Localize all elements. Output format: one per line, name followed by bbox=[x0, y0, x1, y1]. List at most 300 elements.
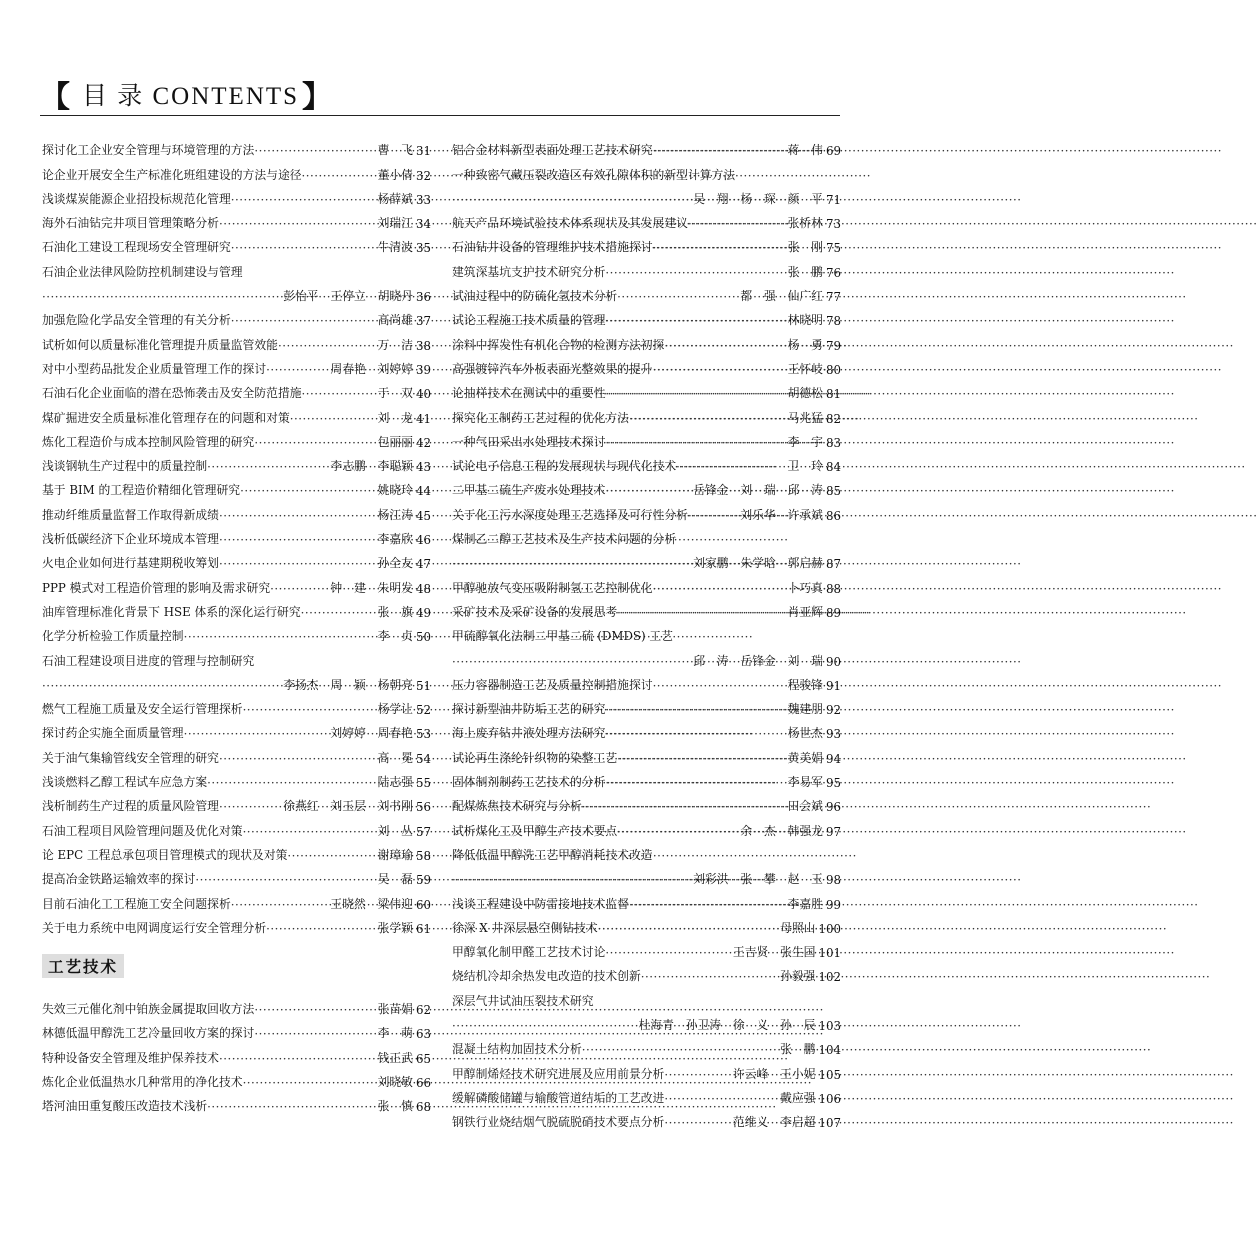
entry-title: 浅谈工程建设中防雷接地技术监督 bbox=[452, 896, 629, 911]
entry-page: 85 bbox=[825, 484, 841, 499]
leader-dots bbox=[243, 703, 376, 717]
entry-title: 深层气井试油压裂技术研究 bbox=[452, 993, 594, 1008]
leader-dots bbox=[240, 484, 376, 498]
entry-author: 张 鹏 bbox=[780, 1042, 816, 1057]
entry-title: 煤矿掘进安全质量标准化管理存在的问题和对策 bbox=[42, 410, 290, 425]
leader-dots bbox=[617, 825, 738, 839]
entry-author: 刘乐华 许承斌 bbox=[740, 507, 823, 522]
toc-entry bbox=[452, 1033, 841, 1057]
toc-list-management bbox=[42, 134, 431, 936]
toc-entry bbox=[42, 717, 431, 741]
entry-page: 65 bbox=[415, 1051, 431, 1066]
entry-page: 82 bbox=[825, 411, 841, 426]
leader-dots bbox=[278, 339, 376, 353]
entry-page: 79 bbox=[825, 338, 841, 353]
entry-page: 37 bbox=[415, 314, 431, 329]
leader-dots bbox=[452, 873, 691, 887]
leader-dots bbox=[605, 314, 785, 328]
toc-entry bbox=[42, 280, 431, 304]
section-title-process-technology: 工艺技术 bbox=[42, 954, 124, 978]
entry-title: 浅谈燃料乙醇工程试车应急方案 bbox=[42, 775, 208, 790]
toc-entry bbox=[42, 571, 431, 595]
entry-author: 吴 磊 bbox=[377, 872, 413, 887]
entry-page: 69 bbox=[825, 144, 841, 159]
leader-dots bbox=[219, 557, 376, 571]
entry-page: 104 bbox=[818, 1043, 841, 1058]
entry-page: 76 bbox=[825, 265, 841, 280]
entry-author: 徐燕红 刘玉层 刘书刚 bbox=[283, 799, 413, 814]
toc-entry bbox=[42, 620, 431, 644]
entry-page: 93 bbox=[825, 727, 841, 742]
entry-page: 45 bbox=[415, 508, 431, 523]
leader-dots bbox=[653, 241, 786, 255]
entry-title: PPP 模式对工程造价管理的影响及需求研究 bbox=[42, 580, 271, 595]
entry-page: 89 bbox=[825, 605, 841, 620]
leader-dots bbox=[664, 1092, 778, 1106]
leader-dots bbox=[605, 776, 785, 790]
entry-title: 浅谈煤炭能源企业招投标规范化管理 bbox=[42, 191, 231, 206]
leader-dots bbox=[617, 290, 738, 304]
leader-dots bbox=[270, 582, 328, 596]
leader-dots bbox=[42, 290, 281, 304]
leader-dots bbox=[219, 533, 376, 547]
entry-title: 加强危险化学品安全管理的有关分析 bbox=[42, 313, 231, 328]
entry-title: 航天产品环境试验技术体系现状及其发展建议 bbox=[452, 216, 688, 231]
toc-entry bbox=[42, 790, 431, 814]
entry-title: 钢铁行业烧结烟气脱硫脱硝技术要点分析 bbox=[452, 1115, 665, 1130]
toc-entry bbox=[452, 377, 841, 401]
entry-author: 高尚雄 bbox=[377, 313, 413, 328]
leader-dots bbox=[605, 436, 785, 450]
leader-dots bbox=[664, 1068, 731, 1082]
entry-author: 刘 丛 bbox=[377, 823, 413, 838]
entry-title: 目前石油化工工程施工安全问题探析 bbox=[42, 896, 231, 911]
toc-entry bbox=[42, 450, 431, 474]
entry-title: 石油企业法律风险防控机制建设与管理 bbox=[42, 264, 243, 279]
entry-title: 试论电子信息工程的发展现状与现代化技术 bbox=[452, 459, 677, 474]
toc-entry bbox=[42, 377, 431, 401]
entry-author: 张桥林 bbox=[787, 216, 823, 231]
entry-author: 万 洁 bbox=[377, 337, 413, 352]
entry-title: 特种设备安全管理及维护保养技术 bbox=[42, 1050, 219, 1065]
entry-title: 固体制剂制药工艺技术的分析 bbox=[452, 775, 606, 790]
entry-title: 缓解磷酸储罐与输酸管道结垢的工艺改进 bbox=[452, 1090, 665, 1105]
entry-author: 都 强 仙广红 bbox=[740, 289, 823, 304]
toc-entry bbox=[452, 255, 841, 279]
entry-page: 57 bbox=[415, 824, 431, 839]
entry-title: 建筑深基坑支护技术研究分析 bbox=[452, 264, 606, 279]
entry-author: 林晓明 bbox=[787, 313, 823, 328]
entry-author: 田会斌 bbox=[787, 799, 823, 814]
entry-title: 降低低温甲醇洗工艺甲醇消耗技术改造 bbox=[452, 847, 653, 862]
entry-author: 杨江涛 bbox=[377, 507, 413, 522]
entry-title: 炼化企业低温热水几种常用的净化技术 bbox=[42, 1074, 243, 1089]
leader-dots bbox=[452, 193, 691, 207]
entry-page: 106 bbox=[818, 1091, 841, 1106]
entry-author: 刘家鹏 朱学晗 郭启赫 bbox=[693, 556, 823, 571]
entry-page: 78 bbox=[825, 314, 841, 329]
entry-author: 刘 龙 bbox=[377, 410, 413, 425]
leader-dots bbox=[653, 582, 786, 596]
entry-page: 71 bbox=[825, 192, 841, 207]
toc-entry bbox=[452, 912, 841, 936]
toc-entry bbox=[452, 474, 841, 498]
entry-author: 孙毅强 bbox=[780, 969, 816, 984]
entry-author: 张 慎 bbox=[377, 1099, 413, 1114]
leader-dots bbox=[231, 898, 329, 912]
toc-entry bbox=[452, 207, 841, 231]
toc-entry bbox=[42, 304, 431, 328]
entry-author: 杨薛斌 bbox=[377, 191, 413, 206]
leader-dots bbox=[231, 314, 376, 328]
toc-entry bbox=[42, 426, 431, 450]
toc-entry bbox=[452, 790, 841, 814]
toc-entry bbox=[42, 207, 431, 231]
entry-page: 54 bbox=[415, 751, 431, 766]
toc-entry bbox=[452, 693, 841, 717]
entry-page: 102 bbox=[818, 970, 841, 985]
toc-entry bbox=[452, 984, 841, 1008]
toc-entry bbox=[452, 717, 841, 741]
entry-page: 56 bbox=[415, 800, 431, 815]
toc-entry bbox=[42, 1090, 431, 1114]
header-rule bbox=[40, 115, 840, 116]
entry-author: 张苗娟 bbox=[377, 1002, 413, 1017]
entry-author: 张学颖 bbox=[377, 920, 413, 935]
entry-page: 86 bbox=[825, 508, 841, 523]
toc-entry bbox=[42, 134, 431, 158]
toc-entry bbox=[452, 571, 841, 595]
toc-entry bbox=[452, 839, 841, 863]
entry-title: 探讨新型油井防垢工艺的研究 bbox=[452, 702, 606, 717]
toc-entry bbox=[42, 1066, 431, 1090]
leader-dots bbox=[452, 1019, 637, 1033]
entry-page: 44 bbox=[415, 484, 431, 499]
entry-title: 林德低温甲醇洗工艺冷量回收方案的探讨 bbox=[42, 1026, 255, 1041]
toc-entry bbox=[452, 741, 841, 765]
entry-page: 98 bbox=[825, 873, 841, 888]
entry-author: 马兆猛 bbox=[787, 410, 823, 425]
toc-entry bbox=[452, 547, 841, 571]
leader-dots bbox=[254, 144, 375, 158]
entry-title: 一种气田采出水处理技术探讨 bbox=[452, 434, 606, 449]
entry-page: 68 bbox=[415, 1100, 431, 1115]
entry-author: 李志鹏 李聪颖 bbox=[330, 459, 413, 474]
leader-dots bbox=[688, 217, 786, 231]
toc-entry bbox=[452, 620, 841, 644]
toc-entry bbox=[452, 498, 841, 522]
leader-dots bbox=[617, 752, 785, 766]
leader-dots bbox=[605, 484, 691, 498]
leader-dots bbox=[664, 1116, 731, 1130]
entry-author: 张 鹏 bbox=[787, 264, 823, 279]
entry-title: 石油钻井设备的管理维护技术措施探讨 bbox=[452, 240, 653, 255]
entry-page: 81 bbox=[825, 387, 841, 402]
entry-author: 戴应强 bbox=[780, 1090, 816, 1105]
entry-author: 谢璋瑜 bbox=[377, 847, 413, 862]
leader-dots bbox=[266, 363, 328, 377]
toc-entry bbox=[42, 814, 431, 838]
entry-author: 李 萌 bbox=[377, 1026, 413, 1041]
entry-author: 杨世杰 bbox=[787, 726, 823, 741]
entry-page: 40 bbox=[415, 387, 431, 402]
leader-dots bbox=[653, 679, 786, 693]
left-bracket: 【 bbox=[40, 80, 70, 115]
toc-entry bbox=[42, 993, 431, 1017]
entry-page: 48 bbox=[415, 581, 431, 596]
entry-page: 38 bbox=[415, 338, 431, 353]
toc-entry bbox=[452, 134, 841, 158]
entry-author: 王吉贤 张生国 bbox=[732, 945, 816, 960]
toc-entry bbox=[452, 1082, 841, 1106]
toc-entry bbox=[452, 936, 841, 960]
leader-dots bbox=[184, 727, 329, 741]
contents-header bbox=[40, 70, 840, 120]
entry-title: 试论再生涤纶针织物的染整工艺 bbox=[452, 750, 618, 765]
leader-dots bbox=[254, 436, 375, 450]
entry-page: 62 bbox=[415, 1003, 431, 1018]
entry-title: 论抽样技术在测试中的重要性 bbox=[452, 386, 606, 401]
toc-entry bbox=[42, 1017, 431, 1041]
entry-title: 塔河油田重复酸压改造技术浅析 bbox=[42, 1099, 208, 1114]
entry-page: 87 bbox=[825, 557, 841, 572]
leader-dots bbox=[290, 412, 376, 426]
entry-author: 胡德松 bbox=[787, 386, 823, 401]
toc-entry bbox=[42, 839, 431, 863]
entry-author: 董小倩 bbox=[377, 167, 413, 182]
entry-author: 李扬杰 周 颖 杨朝亮 bbox=[283, 677, 413, 692]
entry-page: 101 bbox=[818, 946, 841, 961]
entry-page: 31 bbox=[415, 144, 431, 159]
toc-entry bbox=[42, 328, 431, 352]
entry-page: 58 bbox=[415, 848, 431, 863]
entry-title: 甲醇氧化制甲醛工艺技术讨论 bbox=[452, 945, 606, 960]
entry-title: 火电企业如何进行基建期税收筹划 bbox=[42, 556, 219, 571]
entry-title: 海外石油钻完井项目管理策略分析 bbox=[42, 216, 219, 231]
leader-dots bbox=[598, 922, 778, 936]
leader-dots bbox=[219, 800, 281, 814]
entry-page: 51 bbox=[415, 678, 431, 693]
toc-list-process bbox=[42, 993, 431, 1114]
entry-author: 邱 涛 岳锋金 刘 瑞 bbox=[693, 653, 823, 668]
entry-title: 甲硫醇氧化法制二甲基二硫 (DMDS) 工艺 bbox=[452, 629, 673, 644]
entry-page: 39 bbox=[415, 362, 431, 377]
entry-title: 论企业开展安全生产标准化班组建设的方法与途径 bbox=[42, 167, 302, 182]
toc-entry bbox=[42, 183, 431, 207]
entry-title: 燃气工程施工质量及安全运行管理探析 bbox=[42, 702, 243, 717]
entry-author: 钟 建 朱明发 bbox=[330, 580, 413, 595]
entry-author: 牛清波 bbox=[377, 240, 413, 255]
entry-page: 49 bbox=[415, 605, 431, 620]
entry-page: 75 bbox=[825, 241, 841, 256]
entry-author: 许云峰 王小妮 bbox=[732, 1066, 816, 1081]
entry-title: 浅析制药生产过程的质量风险管理 bbox=[42, 799, 219, 814]
entry-page: 95 bbox=[825, 776, 841, 791]
entry-title: 关于电力系统中电网调度运行安全管理分析 bbox=[42, 920, 267, 935]
entry-page: 88 bbox=[825, 581, 841, 596]
entry-page: 97 bbox=[825, 824, 841, 839]
entry-page: 36 bbox=[415, 290, 431, 305]
entry-author: 孙全友 bbox=[377, 556, 413, 571]
section-heading bbox=[42, 954, 431, 976]
leader-dots bbox=[452, 655, 691, 669]
entry-author: 吴 翔 杨 琛 颜 平 bbox=[693, 191, 823, 206]
entry-author: 程骏锋 bbox=[787, 677, 823, 692]
entry-author: 母照山 bbox=[780, 920, 816, 935]
entry-author: 刘彩洪 张 攀 赵 玉 bbox=[693, 872, 823, 887]
toc-entry bbox=[452, 450, 841, 474]
entry-title: 关于油气集输管线安全管理的研究 bbox=[42, 750, 219, 765]
leader-dots bbox=[582, 800, 786, 814]
toc-entry bbox=[42, 353, 431, 377]
toc-entry bbox=[452, 304, 841, 328]
toc-entry bbox=[452, 863, 841, 887]
entry-page: 73 bbox=[825, 217, 841, 232]
entry-author: 刘婷婷 周春艳 bbox=[330, 726, 413, 741]
toc-entry bbox=[42, 644, 431, 668]
leader-dots bbox=[184, 630, 376, 644]
entry-page: 55 bbox=[415, 776, 431, 791]
leader-dots bbox=[605, 703, 785, 717]
entry-title: 浅析低碳经济下企业环境成本管理 bbox=[42, 532, 219, 547]
toc-entry bbox=[42, 158, 431, 182]
entry-title: 海上废弃钻井液处理方法研究 bbox=[452, 726, 606, 741]
entry-author: 刘晓敏 bbox=[377, 1074, 413, 1089]
entry-title: 基于 BIM 的工程造价精细化管理研究 bbox=[42, 483, 241, 498]
leader-dots bbox=[207, 776, 375, 790]
leader-dots bbox=[207, 1100, 375, 1114]
entry-author: 李 贞 bbox=[377, 629, 413, 644]
leader-dots bbox=[605, 266, 785, 280]
entry-title: 石油工程项目风险管理问题及优化对策 bbox=[42, 823, 243, 838]
entry-author: 周春艳 刘婷婷 bbox=[330, 361, 413, 376]
toc-entry bbox=[42, 523, 431, 547]
toc-entry bbox=[452, 158, 841, 182]
toc-entry bbox=[42, 912, 431, 936]
entry-page: 66 bbox=[415, 1075, 431, 1090]
entry-title: 推动纤维质量监督工作取得新成绩 bbox=[42, 507, 219, 522]
leader-dots bbox=[243, 1076, 376, 1090]
entry-author: 卫 玲 bbox=[787, 459, 823, 474]
entry-page: 32 bbox=[415, 168, 431, 183]
toc-entry bbox=[42, 596, 431, 620]
toc-entry bbox=[42, 887, 431, 911]
toc-entry bbox=[452, 353, 841, 377]
entry-title: 二甲基二硫生产废水处理技术 bbox=[452, 483, 606, 498]
entry-author: 于 双 bbox=[377, 386, 413, 401]
toc-entry bbox=[452, 1106, 841, 1130]
toc-entry bbox=[452, 814, 841, 838]
entry-title: 高强镀锌汽车外板表面光整效果的提升 bbox=[452, 361, 653, 376]
leader-dots bbox=[605, 946, 731, 960]
leader-dots bbox=[219, 217, 376, 231]
entry-page: 96 bbox=[825, 800, 841, 815]
entry-page: 33 bbox=[415, 192, 431, 207]
leader-dots bbox=[254, 1027, 375, 1041]
entry-page: 105 bbox=[818, 1067, 841, 1082]
entry-page: 41 bbox=[415, 411, 431, 426]
toc-entry bbox=[42, 231, 431, 255]
leader-dots bbox=[302, 169, 376, 183]
entry-title: 浅谈钢轨生产过程中的质量控制 bbox=[42, 459, 208, 474]
entry-author: 钱正武 bbox=[377, 1050, 413, 1065]
leader-dots bbox=[605, 727, 785, 741]
entry-title: 配煤炼焦技术研究与分析 bbox=[452, 799, 582, 814]
entry-title: 试析煤化工及甲醇生产技术要点 bbox=[452, 823, 618, 838]
left-column bbox=[42, 134, 431, 1114]
leader-dots bbox=[243, 825, 376, 839]
entry-page: 91 bbox=[825, 678, 841, 693]
entry-author: 曹 飞 bbox=[377, 143, 413, 158]
entry-author: 肖亚辉 bbox=[787, 604, 823, 619]
entry-page: 80 bbox=[825, 362, 841, 377]
entry-page: 53 bbox=[415, 727, 431, 742]
right-bracket: 】 bbox=[302, 80, 332, 115]
entry-author: 岳锋金 刘 瑞 邱 涛 bbox=[693, 483, 823, 498]
entry-title: 甲醇驰放气变压吸附制氢工艺控制优化 bbox=[452, 580, 653, 595]
entry-title: 一种致密气藏压裂改造区有效孔隙体积的新型计算方法 bbox=[452, 167, 736, 182]
entry-page: 94 bbox=[825, 751, 841, 766]
entry-author: 余 杰 韩强龙 bbox=[740, 823, 823, 838]
entry-page: 63 bbox=[415, 1027, 431, 1042]
toc-entry bbox=[42, 401, 431, 425]
leader-dots bbox=[617, 606, 785, 620]
toc-entry bbox=[42, 693, 431, 717]
entry-title: 探讨药企实施全面质量管理 bbox=[42, 726, 184, 741]
toc-entry bbox=[452, 644, 841, 668]
leader-dots bbox=[676, 460, 785, 474]
leader-dots bbox=[302, 387, 376, 401]
entry-title: 油库管理标准化背景下 HSE 体系的深化运行研究 bbox=[42, 604, 301, 619]
entry-author: 李嘉欣 bbox=[377, 532, 413, 547]
entry-title: 铝合金材料新型表面处理工艺技术研究 bbox=[452, 143, 653, 158]
toc-entry bbox=[452, 766, 841, 790]
entry-page: 42 bbox=[415, 435, 431, 450]
entry-author: 姚晓玲 bbox=[377, 483, 413, 498]
entry-title: 对中小型药品批发企业质量管理工作的探讨 bbox=[42, 361, 267, 376]
entry-author: 杨 勇 bbox=[787, 337, 823, 352]
entry-page: 83 bbox=[825, 435, 841, 450]
leader-dots bbox=[653, 363, 786, 377]
entry-author: 黄美娟 bbox=[787, 750, 823, 765]
toc-entry bbox=[42, 741, 431, 765]
entry-page: 60 bbox=[415, 897, 431, 912]
toc-list-technology bbox=[452, 134, 841, 1130]
leader-dots bbox=[641, 970, 778, 984]
entry-author: 李 宇 bbox=[787, 434, 823, 449]
entry-author: 卜巧真 bbox=[787, 580, 823, 595]
toc-entry bbox=[452, 401, 841, 425]
leader-dots bbox=[287, 849, 375, 863]
leader-dots bbox=[266, 922, 375, 936]
toc-entry bbox=[452, 1057, 841, 1081]
entry-page: 47 bbox=[415, 557, 431, 572]
toc-entry bbox=[452, 596, 841, 620]
toc-entry bbox=[452, 231, 841, 255]
entry-author: 彭怡平 王停立 胡晓丹 bbox=[283, 289, 413, 304]
toc-entry bbox=[452, 523, 841, 547]
leader-dots bbox=[582, 1043, 778, 1057]
entry-title: 关于化工污水深度处理工艺选择及可行性分析 bbox=[452, 507, 688, 522]
toc-entry bbox=[452, 280, 841, 304]
leader-dots bbox=[653, 144, 786, 158]
leader-dots bbox=[605, 387, 785, 401]
leader-dots bbox=[301, 606, 376, 620]
toc-entry bbox=[452, 1009, 841, 1033]
toc-entry bbox=[42, 766, 431, 790]
toc-entry bbox=[42, 669, 431, 693]
entry-author: 杨学让 bbox=[377, 702, 413, 717]
